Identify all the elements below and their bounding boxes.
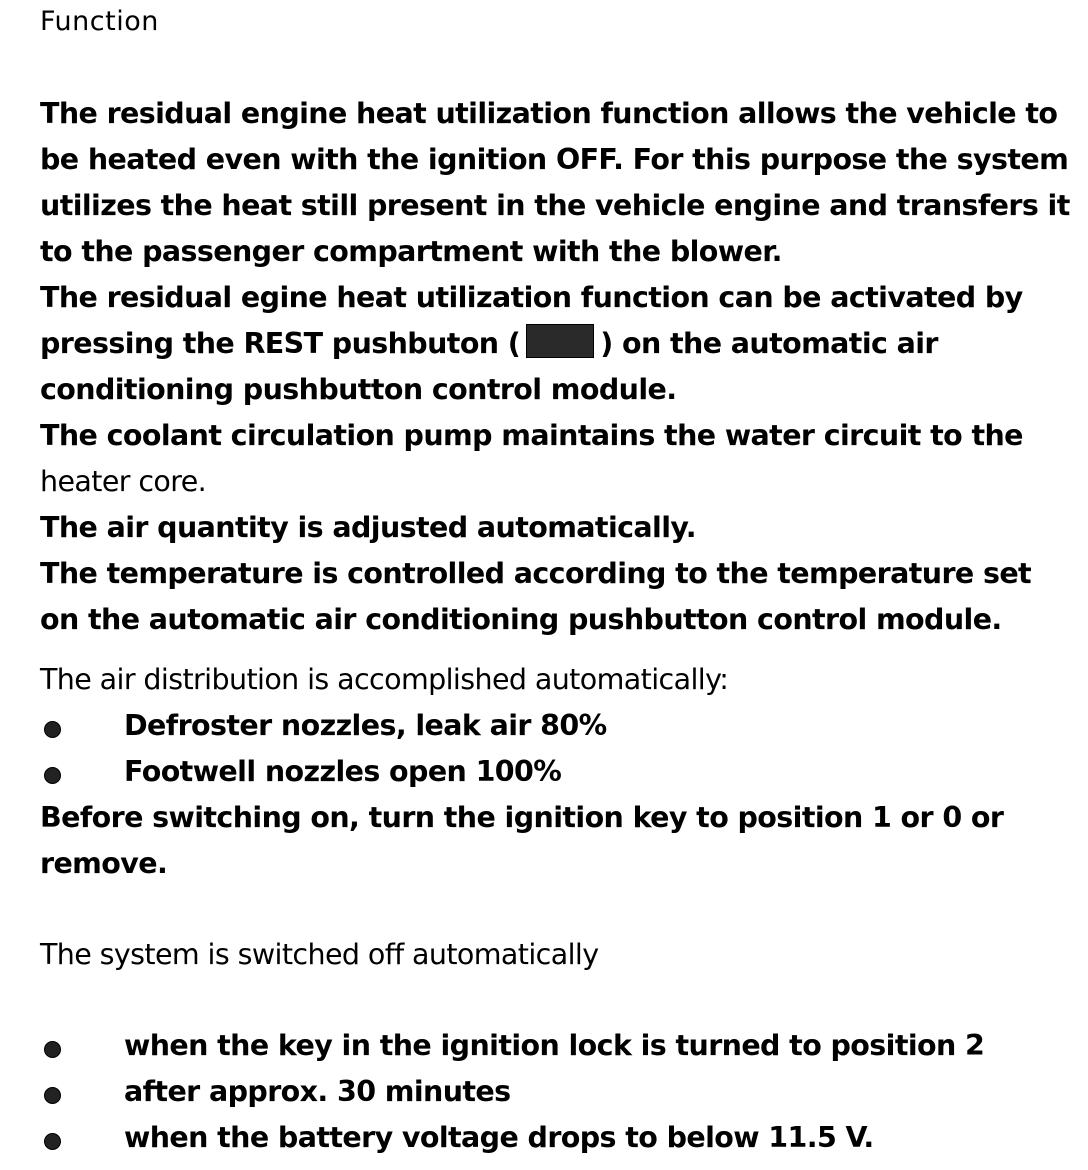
list-item-text: Footwell nozzles open 100% (124, 755, 562, 788)
paragraph-line: utilizes the heat still present in the vehicle engine and transfers it (40, 189, 1070, 222)
bullet-icon (44, 721, 61, 738)
rest-button-icon (526, 324, 594, 358)
section-heading: Function (40, 6, 159, 37)
paragraph-line: The air quantity is adjusted automatically. (40, 511, 696, 544)
distribution-intro: The air distribution is accomplished automatically: (40, 663, 729, 696)
paragraph-line: remove. (40, 847, 168, 880)
paragraph-line: Before switching on, turn the ignition key to position 1 or 0 or (40, 801, 1004, 834)
paragraph-line: on the automatic air conditioning pushbutton control module. (40, 603, 1002, 636)
rest-line-before: pressing the REST pushbuton ( (40, 327, 521, 360)
paragraph-line: be heated even with the ignition OFF. For this purpose the system (40, 143, 1069, 176)
bullet-icon (44, 767, 61, 784)
list-item-text: when the key in the ignition lock is turned to position 2 (124, 1029, 985, 1062)
paragraph-line: conditioning pushbutton control module. (40, 373, 677, 406)
paragraph-line: heater core. (40, 465, 207, 498)
switch-off-intro: The system is switched off automatically (40, 938, 599, 971)
paragraph-line (40, 324, 938, 364)
paragraph-line: to the passenger compartment with the blower. (40, 235, 782, 268)
bullet-icon (44, 1041, 61, 1058)
list-item-text: when the battery voltage drops to below 11.5 V. (124, 1121, 874, 1154)
list-item-text: after approx. 30 minutes (124, 1075, 511, 1108)
paragraph-line: The temperature is controlled according to the temperature set (40, 557, 1032, 590)
list-item-text: Defroster nozzles, leak air 80% (124, 709, 607, 742)
paragraph-line: The residual engine heat utilization function allows the vehicle to (40, 97, 1058, 130)
paragraph-line: The residual egine heat utilization function can be activated by (40, 281, 1023, 314)
bullet-icon (44, 1087, 61, 1104)
rest-line-after: ) on the automatic air (600, 327, 938, 360)
bullet-icon (44, 1133, 61, 1150)
paragraph-line: The coolant circulation pump maintains the water circuit to the (40, 419, 1023, 452)
